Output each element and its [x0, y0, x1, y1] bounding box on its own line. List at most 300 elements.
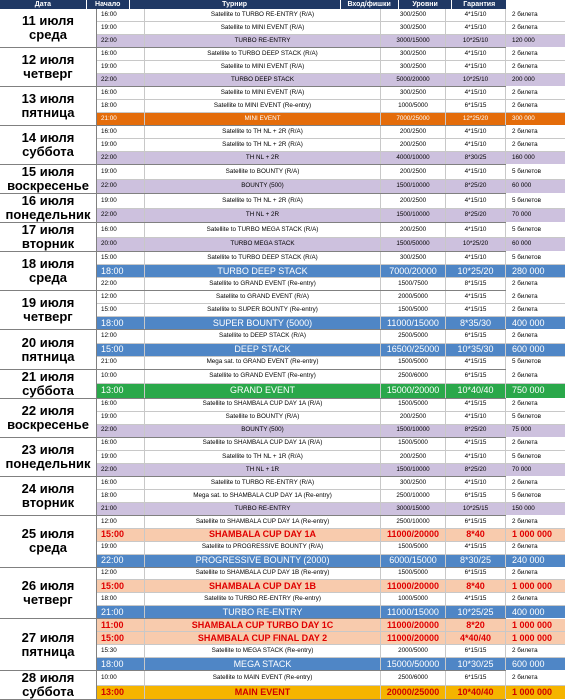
table-row [97, 265, 565, 278]
start-time-cell: 18:00 [97, 658, 145, 670]
guarantee-cell: 5 билетов [512, 196, 542, 204]
table-row [97, 87, 565, 100]
guarantee-cell: 5 билетов [512, 225, 542, 233]
guarantee-cell: 2 билета [512, 517, 538, 525]
guarantee-cell: 70 000 [512, 211, 532, 219]
levels-cell: 8*40 [446, 529, 506, 541]
table-row [97, 22, 565, 35]
day-date-cell [0, 252, 97, 290]
day-rows [97, 291, 565, 329]
table-body [0, 9, 553, 700]
table-row [97, 113, 565, 125]
tournament-cell: TURBO RE-ENTRY [145, 35, 381, 47]
buyin-cell: 200/2500 [381, 126, 446, 138]
day-block [0, 87, 538, 126]
buyin-cell: 2500/10000 [381, 516, 446, 528]
levels-cell: 8*35/30 [446, 317, 506, 329]
day-date-cell [0, 568, 97, 619]
day-block [0, 568, 553, 620]
table-row [97, 490, 565, 503]
header-levels: Уровни [399, 0, 453, 9]
levels-cell: 4*15/10 [446, 165, 506, 179]
guarantee-cell: 1 000 000 [512, 686, 553, 697]
table-row [97, 516, 565, 529]
table-row [97, 438, 565, 451]
day-rows [97, 252, 565, 290]
start-time-cell: 22:00 [97, 278, 145, 290]
guarantee-cell: 240 000 [512, 555, 545, 566]
guarantee-cell: 2 билета [512, 128, 538, 136]
day-weekday: среда [29, 270, 67, 286]
buyin-cell: 1000/5000 [381, 593, 446, 605]
guarantee-cell: 400 000 [512, 317, 545, 328]
tournament-cell: BOUNTY (500) [145, 425, 381, 437]
levels-cell: 6*15/15 [446, 645, 506, 657]
guarantee-cell: 120 000 [512, 36, 535, 44]
buyin-cell: 1500/10000 [381, 464, 446, 476]
start-time-cell: 12:00 [97, 330, 145, 342]
day-block [0, 252, 545, 291]
levels-cell: 4*15/15 [446, 399, 506, 411]
buyin-cell: 300/2500 [381, 477, 446, 489]
start-time-cell: 16:00 [97, 87, 145, 99]
tournament-cell: Satellite to MINI EVENT (R/A) [145, 22, 381, 34]
levels-cell: 6*15/15 [446, 370, 506, 384]
levels-cell: 4*15/10 [446, 87, 506, 99]
table-row [97, 317, 565, 329]
buyin-cell: 300/2500 [381, 22, 446, 34]
start-time-cell: 21:00 [97, 606, 145, 618]
buyin-cell: 1000/5000 [381, 100, 446, 112]
table-row [97, 223, 565, 238]
day-weekday: воскресенье [7, 178, 89, 194]
table-row [97, 165, 565, 180]
table-row [97, 126, 565, 139]
buyin-cell: 4000/10000 [381, 152, 446, 164]
day-date: 11 июля [22, 13, 74, 29]
guarantee-cell: 2 билета [512, 372, 538, 380]
levels-cell: 4*15/10 [446, 139, 506, 151]
table-row [97, 209, 565, 223]
buyin-cell: 1500/50000 [381, 238, 446, 252]
table-row [97, 48, 565, 61]
day-block [0, 368, 545, 399]
day-weekday: суббота [22, 144, 74, 160]
tournament-cell: Satellite to TH NL + 2R (R/A) [145, 194, 381, 208]
day-date: 21 июля [21, 368, 75, 384]
start-time-cell: 16:00 [97, 126, 145, 138]
start-time-cell: 21:00 [97, 113, 145, 125]
start-time-cell: 15:00 [97, 252, 145, 264]
tournament-cell: Satellite to MINI EVENT (R/A) [145, 87, 381, 99]
buyin-cell: 1500/5000 [381, 438, 446, 450]
day-weekday: вторник [21, 494, 75, 510]
start-time-cell: 15:00 [97, 529, 145, 541]
buyin-cell: 11000/20000 [381, 580, 446, 592]
day-weekday: четверг [23, 591, 73, 607]
start-time-cell: 15:00 [97, 632, 145, 644]
start-time-cell: 18:00 [97, 100, 145, 112]
table-row [97, 606, 565, 618]
guarantee-cell: 1 000 000 [512, 529, 553, 540]
start-time-cell: 12:00 [97, 568, 145, 580]
tournament-cell: SUPER BOUNTY (5000) [145, 317, 381, 329]
table-row [97, 9, 565, 22]
levels-cell: 6*15/15 [446, 490, 506, 502]
buyin-cell: 1500/5000 [381, 568, 446, 580]
guarantee-cell: 2 билета [512, 280, 538, 288]
day-date-cell [0, 126, 97, 164]
start-time-cell: 22:00 [97, 209, 145, 223]
guarantee-cell: 2 билета [512, 543, 538, 551]
table-row [97, 194, 565, 209]
guarantee-cell: 2 билета [512, 23, 538, 31]
guarantee-cell: 200 000 [512, 76, 535, 83]
buyin-cell: 2500/6000 [381, 370, 446, 384]
day-date: 17 июля [21, 222, 75, 238]
day-block [0, 477, 542, 516]
start-time-cell: 16:00 [97, 9, 145, 21]
tournament-cell: PROGRESSIVE BOUNTY (2000) [145, 555, 381, 567]
start-time-cell: 15:00 [97, 304, 145, 316]
start-time-cell: 12:00 [97, 291, 145, 303]
day-date-cell [0, 9, 97, 47]
start-time-cell: 19:00 [97, 165, 145, 179]
table-row [97, 357, 565, 369]
guarantee-cell: 150 000 [512, 504, 535, 512]
day-block [0, 126, 538, 165]
tournament-cell: Satellite to DEEP STACK (R/A) [145, 330, 381, 342]
levels-cell: 6*15/15 [446, 330, 506, 342]
levels-cell: 10*30/25 [446, 658, 506, 670]
day-date-cell [0, 330, 97, 368]
day-weekday: понедельник [5, 455, 91, 471]
day-date-cell [0, 87, 97, 125]
guarantee-cell: 1 000 000 [512, 619, 553, 630]
tournament-cell: Satellite to MEGA STACK (Re-entry) [145, 645, 381, 657]
day-block [0, 9, 538, 48]
day-weekday: вторник [21, 236, 75, 252]
start-time-cell: 18:00 [97, 490, 145, 502]
day-weekday: воскресенье [7, 416, 89, 432]
table-row [97, 74, 565, 86]
start-time-cell: 20:00 [97, 238, 145, 252]
tournament-cell: Satellite to TURBO RE-ENTRY (R/A) [145, 477, 381, 489]
tournament-cell: TURBO RE-ENTRY [145, 606, 381, 618]
buyin-cell: 200/2500 [381, 139, 446, 151]
buyin-cell: 20000/25000 [381, 686, 446, 700]
levels-cell: 4*15/10 [446, 451, 506, 463]
guarantee-cell: 2 билета [512, 439, 538, 447]
tournament-cell: Satellite to SHAMBALA CUP DAY 1A (Re-entry) [145, 516, 381, 528]
guarantee-cell: 400 000 [512, 606, 545, 617]
buyin-cell: 200/2500 [381, 194, 446, 208]
table-row [97, 555, 565, 567]
start-time-cell: 19:00 [97, 542, 145, 554]
tournament-cell: TURBO RE-ENTRY [145, 503, 381, 515]
day-block [0, 48, 538, 87]
start-time-cell: 19:00 [97, 139, 145, 151]
levels-cell: 4*15/10 [446, 61, 506, 73]
tournament-cell: Satellite to SUPER BOUNTY (Re-entry) [145, 304, 381, 316]
levels-cell: 10*25/20 [446, 238, 506, 252]
table-header [0, 0, 506, 9]
day-block [0, 399, 542, 438]
buyin-cell: 300/2500 [381, 252, 446, 264]
day-weekday: понедельник [5, 207, 91, 223]
buyin-cell: 1500/5000 [381, 542, 446, 554]
day-date-cell [0, 438, 97, 476]
day-block [0, 516, 553, 568]
day-date: 13 июля [21, 91, 75, 107]
buyin-cell: 11000/20000 [381, 619, 446, 631]
day-date: 20 июля [21, 334, 75, 350]
day-date: 24 июля [21, 480, 75, 496]
header-tournament: Турнир [130, 0, 341, 9]
day-date-cell [0, 477, 97, 515]
table-row [97, 671, 565, 686]
levels-cell: 4*15/10 [446, 126, 506, 138]
start-time-cell: 22:00 [97, 464, 145, 476]
day-rows [97, 477, 565, 515]
day-block [0, 330, 545, 369]
buyin-cell: 11000/15000 [381, 317, 446, 329]
day-weekday: пятница [21, 348, 75, 364]
guarantee-cell: 2 билета [512, 49, 538, 57]
day-date: 25 июля [21, 526, 75, 542]
guarantee-cell: 160 000 [512, 154, 535, 162]
table-row [97, 451, 565, 464]
levels-cell: 6*15/15 [446, 516, 506, 528]
levels-cell: 10*25/10 [446, 74, 506, 86]
start-time-cell: 19:00 [97, 194, 145, 208]
levels-cell: 6*15/15 [446, 100, 506, 112]
levels-cell: 8*15/15 [446, 278, 506, 290]
levels-cell: 8*40 [446, 580, 506, 592]
levels-cell: 4*15/15 [446, 438, 506, 450]
start-time-cell: 16:00 [97, 223, 145, 237]
buyin-cell: 1500/5000 [381, 399, 446, 411]
buyin-cell: 2000/5000 [381, 291, 446, 303]
buyin-cell: 1500/5000 [381, 304, 446, 316]
buyin-cell: 3000/15000 [381, 35, 446, 47]
buyin-cell: 16500/25000 [381, 344, 446, 356]
day-date-cell [0, 48, 97, 86]
tournament-cell: Satellite to TURBO DEEP STACK (R/A) [145, 48, 381, 60]
day-date: 27 июля [21, 629, 75, 645]
header-buyin: Вход/фишки [341, 0, 399, 9]
day-weekday: пятница [21, 643, 75, 659]
guarantee-cell: 750 000 [512, 385, 545, 396]
tournament-cell: TH NL + 2R [145, 209, 381, 223]
buyin-cell: 6000/15000 [381, 555, 446, 567]
levels-cell: 4*15/15 [446, 304, 506, 316]
start-time-cell: 19:00 [97, 451, 145, 463]
levels-cell: 10*35/30 [446, 344, 506, 356]
start-time-cell: 10:00 [97, 671, 145, 685]
table-row [97, 464, 565, 476]
guarantee-cell: 5 билетов [512, 167, 542, 175]
tournament-cell: TURBO MEGA STACK [145, 238, 381, 252]
levels-cell: 4*15/10 [446, 412, 506, 424]
tournament-cell: SHAMBALA CUP FINAL DAY 2 [145, 632, 381, 644]
day-date-cell [0, 399, 97, 437]
table-row [97, 568, 565, 581]
day-rows [97, 619, 565, 670]
guarantee-cell: 2 билета [512, 569, 538, 577]
table-row [97, 477, 565, 490]
buyin-cell: 2500/6000 [381, 671, 446, 685]
day-date-cell [0, 165, 97, 193]
table-row [97, 399, 565, 412]
start-time-cell: 16:00 [97, 48, 145, 60]
start-time-cell: 15:30 [97, 645, 145, 657]
tournament-cell: TURBO DEEP STACK [145, 74, 381, 86]
levels-cell: 6*15/15 [446, 568, 506, 580]
table-row [97, 593, 565, 606]
start-time-cell: 18:00 [97, 265, 145, 277]
buyin-cell: 200/2500 [381, 451, 446, 463]
table-row [97, 35, 565, 47]
start-time-cell: 13:00 [97, 384, 145, 398]
guarantee-cell: 600 000 [512, 658, 545, 669]
day-weekday: суббота [22, 684, 74, 700]
guarantee-cell: 75 000 [512, 426, 532, 434]
day-weekday: четверг [23, 309, 73, 325]
tournament-cell: Satellite to MINI EVENT (Re-entry) [145, 100, 381, 112]
day-block [0, 619, 553, 671]
buyin-cell: 1500/10000 [381, 209, 446, 223]
day-rows [97, 87, 565, 125]
tournament-cell: MEGA STACK [145, 658, 381, 670]
guarantee-cell: 2 билета [512, 306, 538, 314]
day-date: 22 июля [21, 402, 75, 418]
day-rows [97, 438, 565, 476]
levels-cell: 8*30/25 [446, 152, 506, 164]
buyin-cell: 300/2500 [381, 48, 446, 60]
tournament-cell: Mega sat. to GRAND EVENT (Re-entry) [145, 357, 381, 369]
levels-cell: 8*25/20 [446, 209, 506, 223]
buyin-cell: 300/2500 [381, 61, 446, 73]
table-row [97, 180, 565, 194]
table-row [97, 344, 565, 357]
day-rows [97, 516, 565, 567]
table-row [97, 632, 565, 645]
tournament-cell: TH NL + 1R [145, 464, 381, 476]
start-time-cell: 19:00 [97, 22, 145, 34]
day-rows [97, 126, 565, 164]
guarantee-cell: 2 билета [512, 647, 538, 654]
day-date-cell [0, 671, 97, 699]
buyin-cell: 2500/10000 [381, 490, 446, 502]
start-time-cell: 16:00 [97, 477, 145, 489]
tournament-cell: Satellite to TH NL + 2R (R/A) [145, 139, 381, 151]
table-row [97, 278, 565, 290]
levels-cell: 4*15/10 [446, 22, 506, 34]
buyin-cell: 15000/50000 [381, 658, 446, 670]
tournament-cell: Satellite to TURBO DEEP STACK (R/A) [145, 252, 381, 264]
buyin-cell: 2000/5000 [381, 645, 446, 657]
day-block [0, 164, 542, 194]
table-row [97, 61, 565, 74]
table-row [97, 291, 565, 304]
start-time-cell: 18:00 [97, 593, 145, 605]
tournament-cell: Satellite to SHAMBALA CUP DAY 1A (R/A) [145, 399, 381, 411]
guarantee-cell: 2 билета [512, 400, 538, 408]
tournament-cell: Satellite to TURBO MEGA STACK (R/A) [145, 223, 381, 237]
tournament-cell: BOUNTY (500) [145, 180, 381, 194]
table-row [97, 645, 565, 658]
buyin-cell: 11000/20000 [381, 632, 446, 644]
day-rows [97, 330, 565, 368]
day-date-cell [0, 619, 97, 670]
day-rows [97, 48, 565, 86]
day-date: 26 июля [21, 577, 75, 593]
day-date: 19 июля [21, 295, 75, 311]
start-time-cell: 21:00 [97, 357, 145, 369]
guarantee-cell: 280 000 [512, 265, 545, 276]
tournament-cell: DEEP STACK [145, 344, 381, 356]
table-row [97, 580, 565, 593]
levels-cell: 8*30/25 [446, 555, 506, 567]
table-row [97, 425, 565, 437]
start-time-cell: 19:00 [97, 412, 145, 424]
buyin-cell: 1500/5000 [381, 357, 446, 369]
table-row [97, 330, 565, 343]
guarantee-cell: 2 билета [512, 332, 538, 340]
day-weekday: пятница [21, 105, 75, 121]
table-row [97, 100, 565, 113]
tournament-cell: SHAMBALA CUP DAY 1B [145, 580, 381, 592]
tournament-cell: Satellite to TURBO RE-ENTRY (R/A) [145, 9, 381, 21]
levels-cell: 8*25/20 [446, 180, 506, 194]
buyin-cell: 1500/7500 [381, 278, 446, 290]
start-time-cell: 22:00 [97, 152, 145, 164]
levels-cell: 10*25/10 [446, 35, 506, 47]
buyin-cell: 11000/15000 [381, 606, 446, 618]
tournament-cell: MINI EVENT [145, 113, 381, 125]
buyin-cell: 1500/10000 [381, 180, 446, 194]
start-time-cell: 15:00 [97, 580, 145, 592]
tournament-cell: Satellite to SHAMBALA CUP DAY 1A (R/A) [145, 438, 381, 450]
day-date: 12 июля [21, 52, 75, 68]
table-row [97, 686, 565, 700]
levels-cell: 10*40/40 [446, 384, 506, 398]
start-time-cell: 21:00 [97, 503, 145, 515]
levels-cell: 4*15/10 [446, 477, 506, 489]
day-date-cell [0, 370, 97, 398]
tournament-cell: MAIN EVENT [145, 686, 381, 700]
levels-cell: 6*15/15 [446, 671, 506, 685]
start-time-cell: 13:00 [97, 686, 145, 700]
levels-cell: 10*40/40 [446, 686, 506, 700]
guarantee-cell: 2 билета [512, 102, 538, 110]
day-weekday: четверг [23, 66, 73, 82]
tournament-cell: Mega sat. to SHAMBALA CUP DAY 1A (Re-entry) [145, 490, 381, 502]
buyin-cell: 200/2500 [381, 223, 446, 237]
day-rows [97, 671, 565, 699]
guarantee-cell: 5 билетов [512, 452, 542, 460]
levels-cell: 12*25/20 [446, 113, 506, 125]
guarantee-cell: 5 билетов [512, 491, 542, 499]
guarantee-cell: 70 000 [512, 465, 532, 473]
levels-cell: 4*15/15 [446, 593, 506, 605]
table-row [97, 529, 565, 542]
levels-cell: 4*15/15 [446, 357, 506, 369]
tournament-cell: Satellite to TH NL + 2R (R/A) [145, 126, 381, 138]
table-row [97, 152, 565, 164]
levels-cell: 8*20 [446, 619, 506, 631]
